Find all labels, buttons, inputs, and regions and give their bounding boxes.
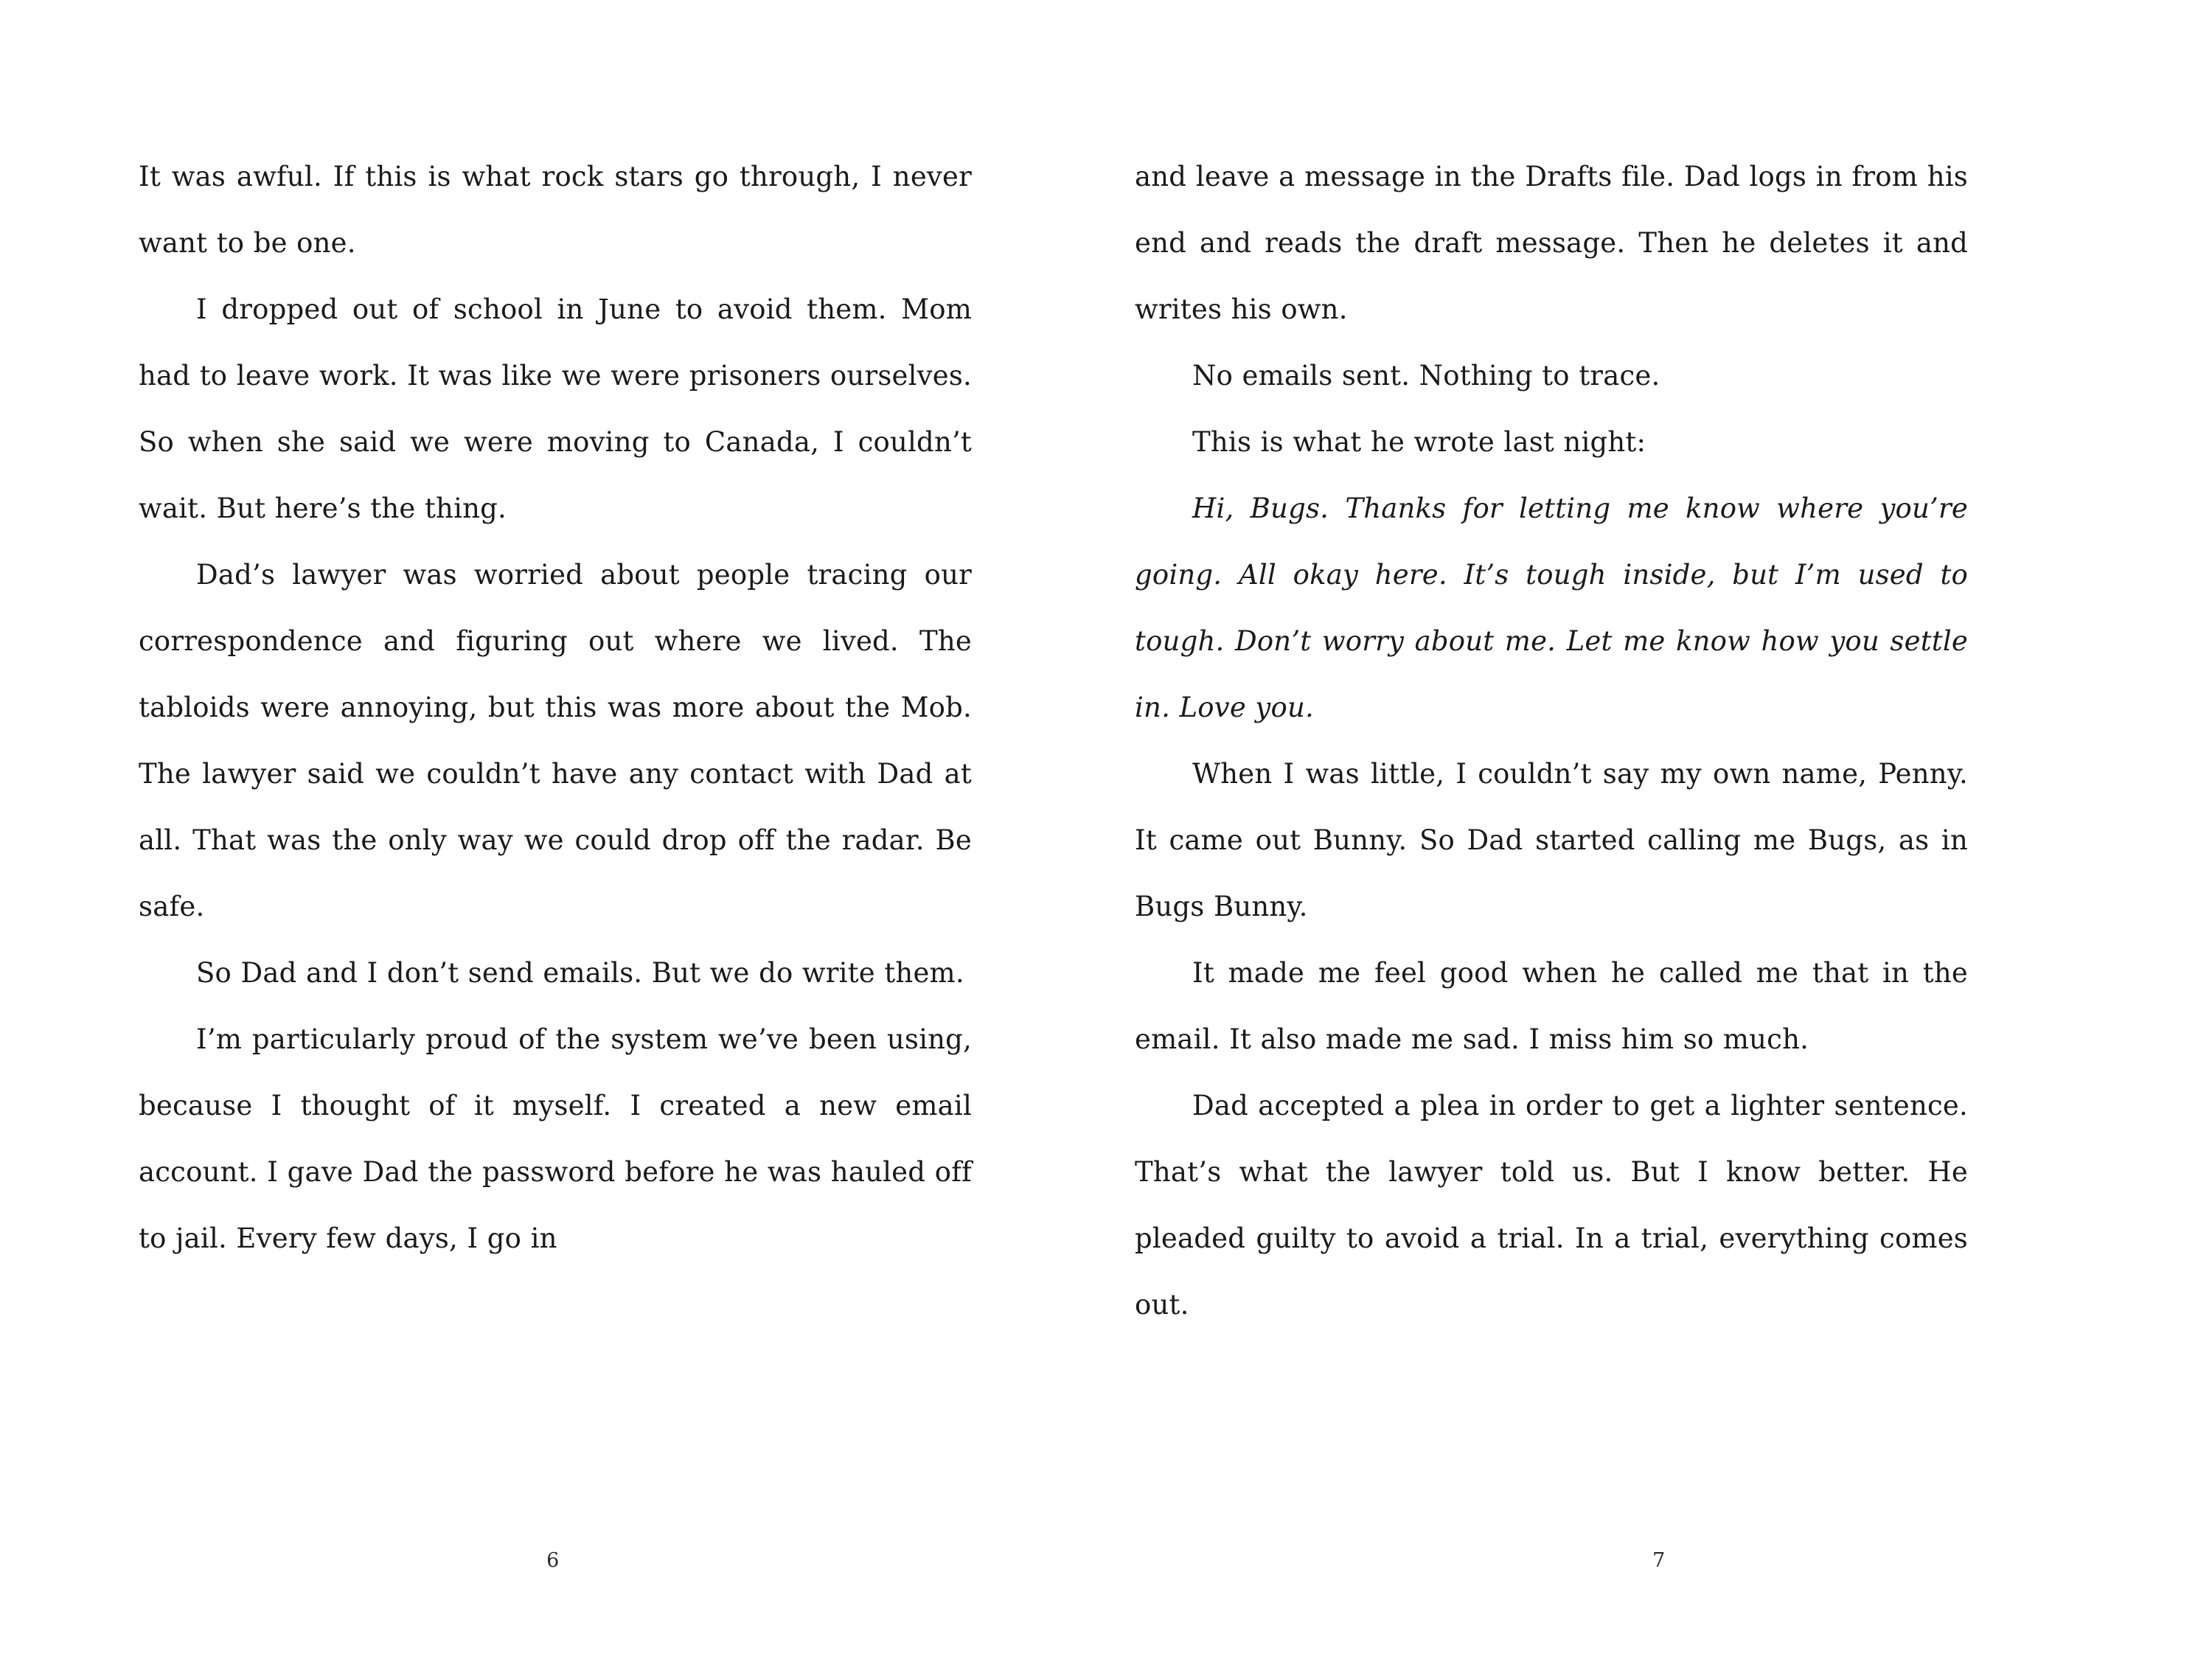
paragraph: and leave a message in the Drafts file. Dad logs in from his end and reads the draft message. Then he deletes it and writes his own. xyxy=(1135,161,1968,325)
text-column-left xyxy=(139,144,972,1272)
paragraph-letter-quote: Hi, Bugs. Thanks for letting me know where you’re going. All okay here. It’s tough inside, but I’m used to tough. Don’t worry about me. Let me know how you settle in. Love you. xyxy=(1135,493,1968,723)
page-number-left: 6 xyxy=(546,1549,560,1572)
paragraph: It made me feel good when he called me that in the email. It also made me sad. I miss him so much. xyxy=(1135,957,1968,1055)
paragraph: Dad’s lawyer was worried about people tracing our correspondence and figuring out where we lived. The tabloids were annoying, but this was more about the Mob. The lawyer said we couldn’t have any contact with Dad at all. That was the only way we could drop off the radar. Be safe. xyxy=(139,559,972,922)
paragraph: No emails sent. Nothing to trace. xyxy=(1192,360,1660,392)
page-number-right: 7 xyxy=(1652,1549,1666,1572)
paragraph: It was awful. If this is what rock stars go through, I never want to be one. xyxy=(139,161,972,259)
paragraph: I dropped out of school in June to avoid them. Mom had to leave work. It was like we were prisoners ourselves. So when she said we were moving to Canada, I couldn’t wait. But here’s the thing. xyxy=(139,293,972,524)
paragraph: This is what he wrote last night: xyxy=(1192,426,1646,458)
paragraph: Dad accepted a plea in order to get a lighter sentence. That’s what the lawyer told us. But I know better. He pleaded guilty to avoid a trial. In a trial, everything comes out. xyxy=(1135,1090,1968,1321)
paragraph: When I was little, I couldn’t say my own name, Penny. It came out Bunny. So Dad started calling me Bugs, as in Bugs Bunny. xyxy=(1135,758,1968,922)
paragraph: I’m particularly proud of the system we’ve been using, because I thought of it myself. I created a new email account. I gave Dad the password before he was hauled off to jail. Every few days, I go in xyxy=(139,1023,972,1254)
paragraph: So Dad and I don’t send emails. But we do write them. xyxy=(196,957,964,989)
page-right xyxy=(1106,0,2212,1659)
text-column-right xyxy=(1135,144,1968,1338)
